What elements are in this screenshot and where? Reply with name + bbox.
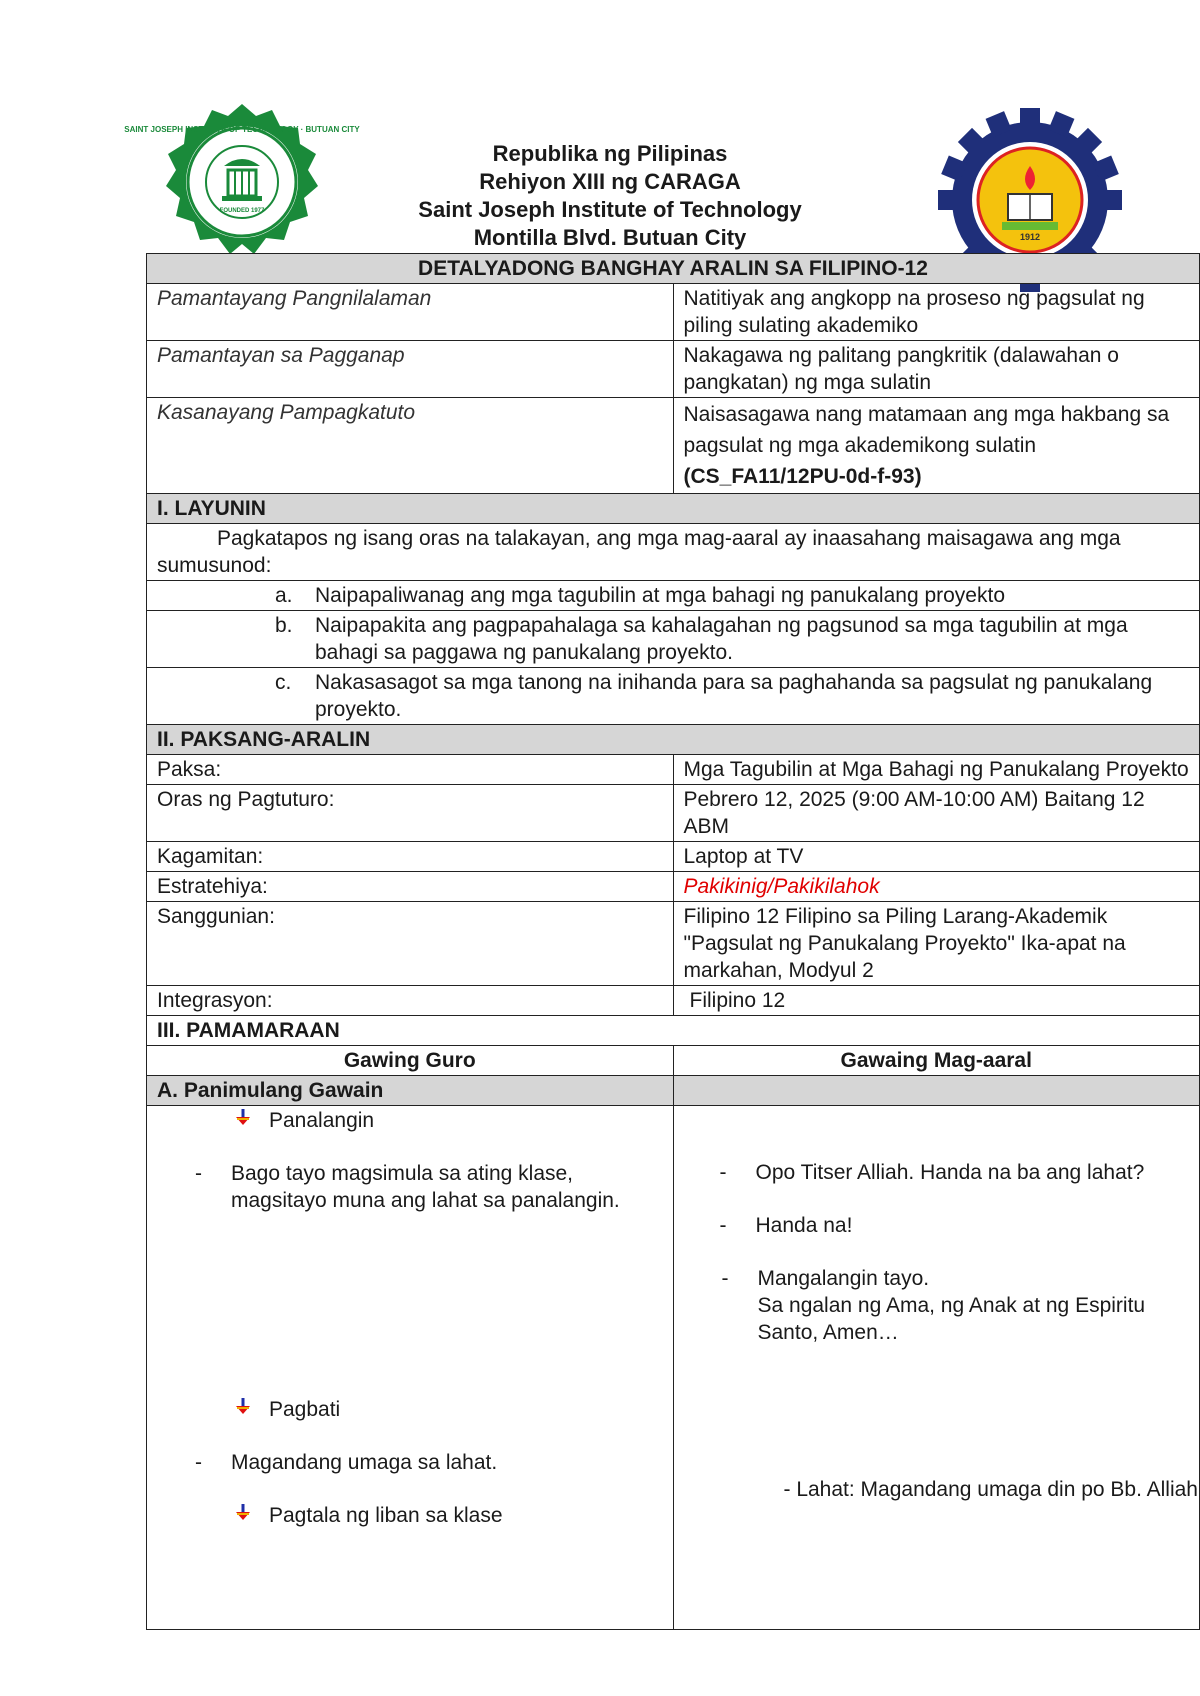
layunin-intro-cell	[147, 524, 1200, 581]
paksa-label: Kagamitan:	[147, 842, 674, 872]
layunin-heading: I. LAYUNIN	[147, 494, 1200, 524]
header-line-school: Saint Joseph Institute of Technology	[418, 197, 802, 222]
mag-line-2: Handa na!	[755, 1214, 853, 1237]
paksa-value: Filipino 12	[673, 986, 1200, 1016]
standard-row	[147, 398, 1200, 494]
standard-value: Natitiyak ang angkopp na proseso ng pagsulat ng piling sulating akademiko	[673, 284, 1200, 341]
guro-activities	[147, 1106, 674, 1630]
paksa-value: Laptop at TV	[673, 842, 1200, 872]
paksa-label: Integrasyon:	[147, 986, 674, 1016]
panalangin-text: Bago tayo magsimula sa ating klase, magsitayo muna ang lahat sa panalangin.	[231, 1162, 620, 1212]
document-title: DETALYADONG BANGHAY ARALIN SA FILIPINO-12	[147, 254, 1200, 284]
section-heading-empty	[673, 1076, 1200, 1106]
objective-text: Nakasasagot sa mga tanong na inihanda para sa paghahanda sa pagsulat ng panukalang proyekto.	[315, 671, 1153, 721]
mag-line-3b: Sa ngalan ng Ama, ng Anak at ng Espiritu Santo, Amen…	[757, 1294, 1146, 1344]
paksa-heading: II. PAKSANG-ARALIN	[147, 725, 1200, 755]
objective-text: Naipapakita ang pagpapahalaga sa kahalagahan ng pagsunod sa mga tagubilin at mga bahagi sa paggawa ng panukalang proyekto.	[315, 614, 1128, 664]
mag-line-4: - Lahat: Magandang umaga din po Bb. Alliah	[783, 1478, 1198, 1501]
competency-code: (CS_FA11/12PU-0d-f-93)	[683, 465, 922, 488]
column-guro-header: Gawing Guro	[147, 1046, 674, 1076]
objective-row	[147, 581, 1200, 611]
school-header	[300, 140, 920, 252]
objective-row	[147, 611, 1200, 668]
lesson-plan-document	[146, 253, 1200, 1630]
seal-ring-text: SAINT JOSEPH INSTITUTE OF TECHNOLOGY · BUTUAN CITY	[124, 125, 360, 134]
standard-value-cell	[673, 398, 1200, 494]
paksa-row	[147, 755, 1200, 785]
panalangin-label: Panalangin	[269, 1109, 375, 1132]
standard-value: Nakagawa ng palitang pangkritik (dalawahan o pangkatan) ng mga sulatin	[673, 341, 1200, 398]
objective-letter: c.	[275, 671, 292, 694]
mag-aaral-activities	[673, 1106, 1200, 1630]
layunin-intro: Pagkatapos ng isang oras na talakayan, ang mga mag-aaral ay inaasahang maisagawa ang mga sumusunod:	[157, 527, 1121, 577]
arrow-bullet-icon	[233, 1396, 269, 1423]
dash-bullet: -	[721, 1267, 729, 1290]
dash-bullet: -	[719, 1214, 727, 1237]
paksa-row	[147, 902, 1200, 986]
arrow-bullet-icon	[233, 1502, 269, 1529]
dash-bullet: -	[195, 1162, 202, 1185]
header-line-region: Rehiyon XIII ng CARAGA	[479, 169, 741, 194]
mag-line-3: Mangalangin tayo.	[757, 1267, 930, 1290]
standard-label: Kasanayang Pampagkatuto	[147, 398, 674, 494]
paksa-value: Filipino 12 Filipino sa Piling Larang-Akademik "Pagsulat ng Panukalang Proyekto" Ika-apat na markahan, Modyul 2	[673, 902, 1200, 986]
objective-row	[147, 668, 1200, 725]
paksa-value: Mga Tagubilin at Mga Bahagi ng Panukalang Proyekto	[673, 755, 1200, 785]
paksa-label: Paksa:	[147, 755, 674, 785]
standard-row	[147, 341, 1200, 398]
pagbati-text: Magandang umaga sa lahat.	[231, 1451, 498, 1474]
paksa-label: Estratehiya:	[147, 872, 674, 902]
objective-text: Naipapaliwanag ang mga tagubilin at mga bahagi ng panukalang proyekto	[315, 584, 1005, 607]
dash-bullet: -	[195, 1451, 202, 1474]
arrow-bullet-icon	[233, 1107, 269, 1134]
paksa-row	[147, 986, 1200, 1016]
section-heading: A. Panimulang Gawain	[147, 1076, 674, 1106]
paksa-row	[147, 785, 1200, 842]
pagtala-label: Pagtala ng liban sa klase	[269, 1504, 503, 1527]
standard-value: Naisasagawa nang matamaan ang mga hakbang sa pagsulat ng mga akademikong sulatin	[683, 403, 1170, 457]
lesson-plan-table	[146, 253, 1200, 1630]
objective-letter: a.	[275, 584, 293, 607]
standard-label: Pamantayang Pangnilalaman	[147, 284, 674, 341]
dash-bullet: -	[719, 1161, 727, 1184]
header-line-address: Montilla Blvd. Butuan City	[473, 225, 747, 250]
standard-row	[147, 284, 1200, 341]
paksa-label: Sanggunian:	[147, 902, 674, 986]
strategy-value: Pakikinig/Pakikilahok	[673, 872, 1200, 902]
pagbati-label: Pagbati	[269, 1398, 341, 1421]
paksa-row	[147, 872, 1200, 902]
standard-label: Pamantayan sa Pagganap	[147, 341, 674, 398]
paksa-value: Pebrero 12, 2025 (9:00 AM-10:00 AM) Baitang 12 ABM	[673, 785, 1200, 842]
mag-line-1: Opo Titser Alliah. Handa na ba ang lahat?	[755, 1161, 1145, 1184]
objective-letter: b.	[275, 614, 293, 637]
seal-year-text: FOUNDED 1977	[219, 208, 265, 214]
column-mag-aaral-header: Gawaing Mag-aaral	[673, 1046, 1200, 1076]
header-line-republic: Republika ng Pilipinas	[492, 141, 728, 166]
paksa-row	[147, 842, 1200, 872]
pamamaraan-heading: III. PAMAMARAAN	[147, 1016, 1200, 1046]
gear-seal-year: 1912	[1019, 232, 1041, 242]
paksa-label: Oras ng Pagtuturo:	[147, 785, 674, 842]
